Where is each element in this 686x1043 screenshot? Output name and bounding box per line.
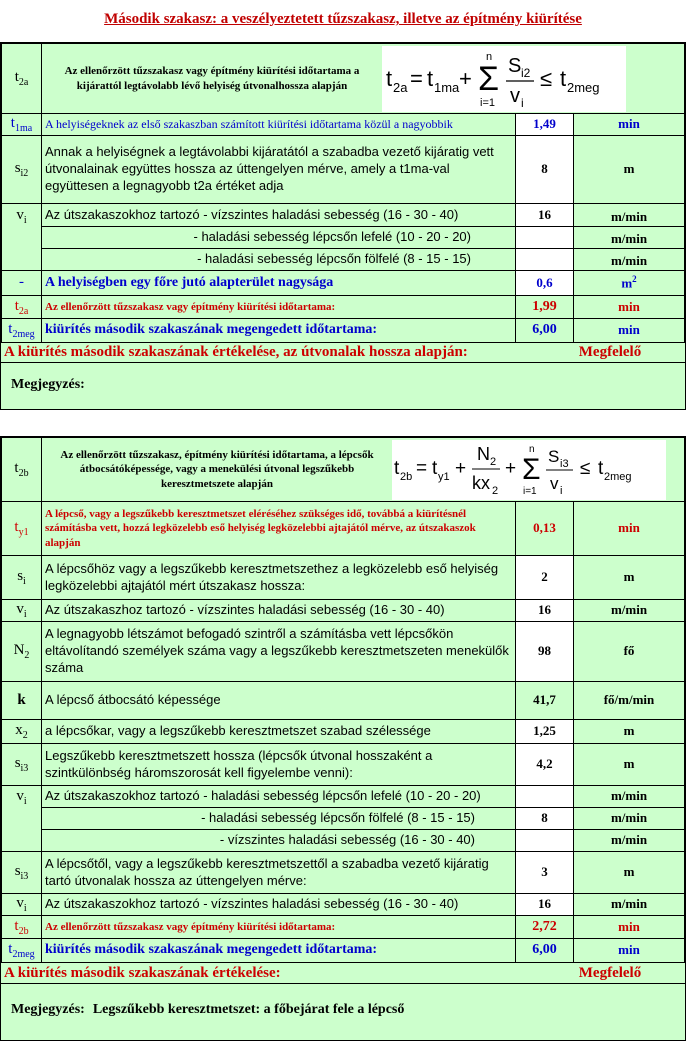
evaluation-b-value: Megfelelő xyxy=(578,964,642,981)
row-vi-b1: $v_i$ Az útszakaszhoz tartozó - vízszintes haladási sebesség (16 - 30 - 40) 16 m/min xyxy=(2,600,685,622)
svg-text:+: + xyxy=(505,457,517,479)
si2-value[interactable]: 8 xyxy=(516,136,574,204)
svg-text:+: + xyxy=(455,457,467,479)
header-symbol: $t_{2a}$ xyxy=(2,44,42,114)
svg-text:v: v xyxy=(510,84,520,107)
svg-text:v: v xyxy=(550,473,559,493)
svg-text:i3: i3 xyxy=(560,457,569,470)
header-description: Az ellenőrzött tűzszakasz, építmény kiürítési időtartama, a lépcsők átbocsátóképessége, vagy a menekülési útvonal legszűkebb keresztmetszete alapján xyxy=(60,449,374,490)
svg-text:t: t xyxy=(427,65,434,91)
evaluation-b: A kiürítés második szakaszának értékelése: Megfelelő xyxy=(1,963,685,984)
row-area: - A helyiségben egy főre jutó alapterület nagysága 0,6 $m^2$ xyxy=(2,271,685,296)
svg-text:i2: i2 xyxy=(521,65,531,80)
row-k: k A lépcső átbocsátó képessége 41,7 fő/m/min xyxy=(2,682,685,720)
section-b xyxy=(0,436,686,1041)
svg-text:i: i xyxy=(560,484,563,497)
svg-text:≤: ≤ xyxy=(580,457,591,479)
row-vi-down: - haladási sebesség lépcsőn lefelé (10 - 20 - 20) m/min xyxy=(2,227,685,249)
svg-text:=: = xyxy=(416,457,428,479)
svg-text:t: t xyxy=(394,457,400,479)
svg-text:i: i xyxy=(521,95,524,110)
note-b: Megjegyzés: Legszűkebb keresztmetszet: a főbejárat fele a lépcső xyxy=(1,984,685,1036)
si3-value[interactable]: 4,2 xyxy=(516,744,574,786)
svg-text:N: N xyxy=(477,443,490,464)
vi-horizontal-value[interactable]: 16 xyxy=(516,204,574,227)
row-si3-b: $s_{i3}$ A lépcsőtől, vagy a legszűkebb keresztmetszettől a szabadba vezető kijáratig tartó útvonalak hossza az úttengelyen mérve: 3 m xyxy=(2,852,685,894)
svg-text:i=1: i=1 xyxy=(523,485,537,497)
t2b-value: 2,72 xyxy=(516,916,574,939)
svg-text:t: t xyxy=(560,65,567,91)
svg-text:2: 2 xyxy=(492,484,499,497)
header-symbol: $t_{2b}$ xyxy=(2,438,42,502)
row-t2meg: $t_{2meg}$ kiürítés második szakaszának megengedett időtartama: 6,00 min xyxy=(2,319,685,343)
row-vi-b5: $v_i$ Az útszakaszokhoz tartozó - vízszintes haladási sebesség (16 - 30 - 40) 16 m/min xyxy=(2,894,685,916)
si3-b-value[interactable]: 3 xyxy=(516,852,574,894)
row-n2: $N_2$ A legnagyobb létszámot befogadó szintről a számításba vett lépcsőkön eltávolítandó személyek száma vagy a legszűkebb keresztmetszeten menekülők száma 98 fő xyxy=(2,622,685,682)
svg-text:1ma: 1ma xyxy=(434,79,460,95)
svg-text:Σ: Σ xyxy=(478,59,500,98)
note-a: Megjegyzés: xyxy=(11,377,85,392)
vi-down-value[interactable] xyxy=(516,227,574,249)
t1ma-value[interactable]: 1,49 xyxy=(516,114,574,136)
svg-text:t: t xyxy=(386,65,393,91)
svg-text:2meg: 2meg xyxy=(567,79,600,95)
svg-text:i=1: i=1 xyxy=(480,96,495,109)
svg-text:S: S xyxy=(508,54,522,77)
row-si: $s_i$ A lépcsőhöz vagy a legszűkebb keresztmetszethez a legközelebb eső helyiség legközelebbi ajtajától mért útszakasz hossza: 2 m xyxy=(2,556,685,600)
svg-text:S: S xyxy=(548,446,560,466)
svg-text:t: t xyxy=(432,457,438,479)
evaluation-a: A kiürítés második szakaszának értékelése, az útvonalak hossza alapján: Megfelelő xyxy=(1,343,685,363)
header-description: Az ellenőrzött tűzszakasz vagy építmény kiürítési időtartama a kijárattól legtávolabb lévő helyiség útvonalhossza alapján xyxy=(64,65,360,92)
formula-t2a-graphic xyxy=(382,46,626,112)
vi-b5-value[interactable]: 16 xyxy=(516,894,574,916)
svg-text:2a: 2a xyxy=(393,79,408,95)
vi-b1-value[interactable]: 16 xyxy=(516,600,574,622)
svg-text:2: 2 xyxy=(490,455,497,468)
row-vi-b2: $v_i$ Az útszakaszokhoz tartozó - haladási sebesség lépcsőn lefelé (10 - 20 - 20) m/min xyxy=(2,786,685,808)
formula-t2b-graphic xyxy=(392,440,666,500)
t2meg-b-value: 6,00 xyxy=(516,939,574,963)
row-t2b-result: $t_{2b}$ Az ellenőrzött tűzszakasz vagy építmény kiürítési időtartama: 2,72 min xyxy=(2,916,685,939)
ty1-value: 0,13 xyxy=(516,502,574,556)
vi-b2-value[interactable] xyxy=(516,786,574,808)
section-a-header xyxy=(2,44,685,114)
x2-value[interactable]: 1,25 xyxy=(516,720,574,744)
row-t2a-result: $t_{2a}$ Az ellenőrzött tűzszakasz vagy építmény kiürítési időtartama: 1,99 min xyxy=(2,296,685,319)
row-vi-b4: - vízszintes haladási sebesség (16 - 30 - 40) m/min xyxy=(2,830,685,852)
svg-text:n: n xyxy=(486,50,493,63)
section-b-header xyxy=(2,438,685,502)
row-vi-up: - haladási sebesség lépcsőn fölfelé (8 - 15 - 15) m/min xyxy=(2,249,685,271)
svg-text:Σ: Σ xyxy=(522,452,541,486)
evaluation-a-value: Megfelelő xyxy=(578,344,642,360)
svg-text:t: t xyxy=(598,457,604,479)
note-b-text[interactable]: Legszűkebb keresztmetszet: a főbejárat fele a lépcső xyxy=(92,1002,405,1017)
svg-text:+: + xyxy=(459,65,472,91)
svg-text:y1: y1 xyxy=(438,470,450,483)
row-t1ma: $t_{1ma}$ A helyiségeknek az első szakaszban számított kiürítési időtartama közül a nagyobbik 1,49 min xyxy=(2,114,685,136)
svg-text:n: n xyxy=(529,443,535,455)
svg-text:=: = xyxy=(410,65,423,91)
row-ty1: $t_{y1}$ A lépcső, vagy a legszűkebb keresztmetszet eléréséhez szükséges idő, továbbá a kiürítésnél számításba vett, hozzá legközelebb eső helyiség legközelebbi ajtajától mérve, az útszakaszok alapján 0,13 min xyxy=(2,502,685,556)
formula-t2a xyxy=(382,46,626,112)
row-x2: $x_2$ a lépcsőkar, vagy a legszűkebb keresztmetszet szabad szélessége 1,25 m xyxy=(2,720,685,744)
row-si2: $s_{i2}$ Annak a helyiségnek a legtávolabbi kijáratától a szabadba vezető kijáratig vett útvonalainak együttes hossza az úttengelyen mérve, amely a t1ma-val együttesen a legnagyobb t2a értéket adja 8 m xyxy=(2,136,685,204)
t2meg-value: 6,00 xyxy=(516,319,574,343)
t2a-value: 1,99 xyxy=(516,296,574,319)
svg-text:≤: ≤ xyxy=(540,65,553,91)
row-vi: $v_i$ Az útszakaszokhoz tartozó - vízszintes haladási sebesség (16 - 30 - 40) 16 m/min xyxy=(2,204,685,227)
page-title: Második szakasz: a veszélyeztetett tűzszakasz, illetve az építmény kiürítése xyxy=(104,11,582,27)
svg-text:kx: kx xyxy=(472,472,490,493)
row-t2meg-b: $t_{2meg}$ kiürítés második szakaszának megengedett időtartama: 6,00 min xyxy=(2,939,685,963)
vi-up-value[interactable] xyxy=(516,249,574,271)
si-value[interactable]: 2 xyxy=(516,556,574,600)
row-si3: $s_{i3}$ Legszűkebb keresztmetszett hossza (lépcsők útvonal hosszaként a szintkülönbség háromszorosát kell figyelembe venni): 4,2 m xyxy=(2,744,685,786)
k-value: 41,7 xyxy=(516,682,574,720)
section-a xyxy=(0,42,686,410)
vi-b4-value[interactable] xyxy=(516,830,574,852)
vi-b3-value[interactable]: 8 xyxy=(516,808,574,830)
svg-text:2b: 2b xyxy=(400,470,413,483)
area-value[interactable]: 0,6 xyxy=(516,271,574,296)
svg-text:2meg: 2meg xyxy=(604,470,632,483)
formula-t2b xyxy=(392,440,666,500)
n2-value[interactable]: 98 xyxy=(516,622,574,682)
row-vi-b3: - haladási sebesség lépcsőn fölfelé (8 - 15 - 15) 8 m/min xyxy=(2,808,685,830)
